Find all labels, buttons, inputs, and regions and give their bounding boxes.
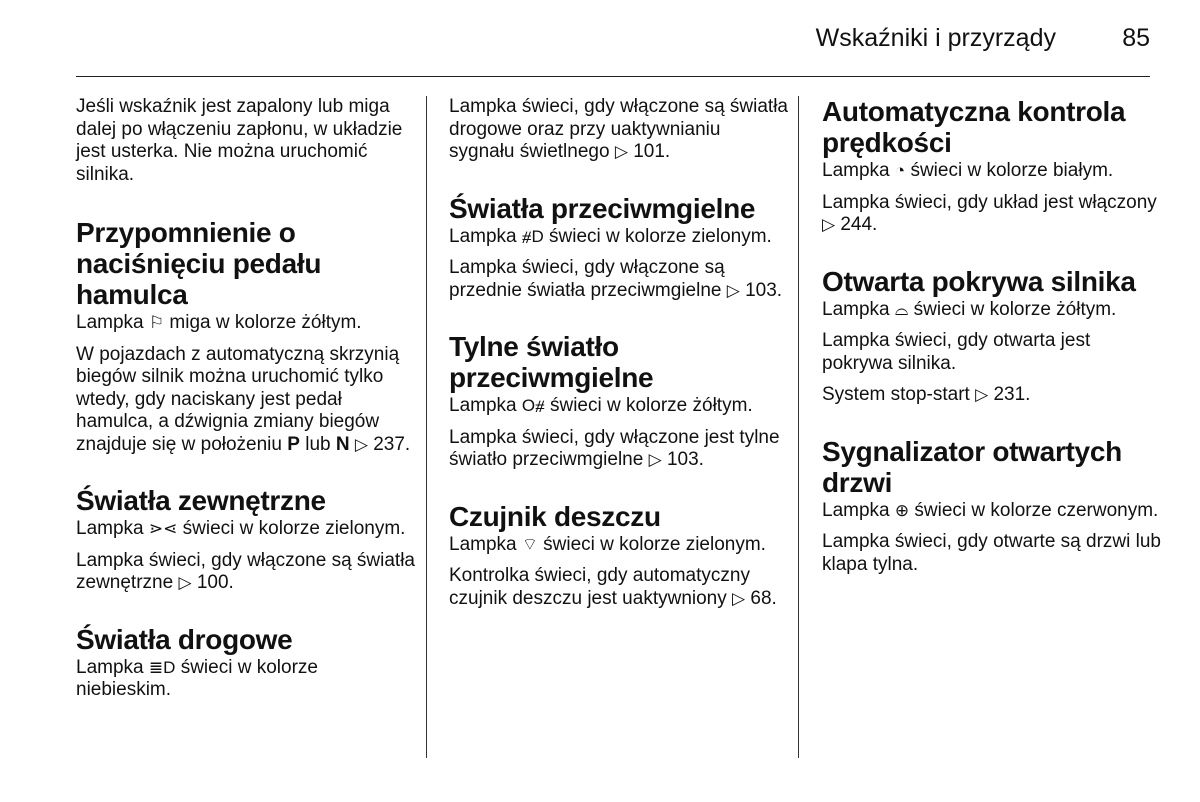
reference-arrow-icon[interactable]: ▷ [732, 588, 746, 608]
rain-sensor-auto-icon: ⌔ [521, 534, 538, 554]
page-number: 85 [1122, 24, 1150, 52]
paragraph: Lampka ⊕ świeci w kolorze czerwonym. [822, 499, 1159, 521]
reference-arrow-icon[interactable]: ▷ [975, 385, 989, 404]
rear-fog-light-icon: O⧣ [521, 396, 545, 415]
column-2 [449, 96, 789, 619]
heading-high-beam: Światła drogowe [76, 623, 293, 655]
paragraph: Lampka świeci, gdy włączone jest tylne światło przeciwmgielne ▷ 103. [449, 426, 780, 470]
paragraph: Lampka świeci, gdy otwarte są drzwi lub klapa tylna. [822, 531, 1161, 575]
page-reference[interactable]: 231. [993, 384, 1031, 405]
page-reference[interactable]: 103. [666, 449, 704, 470]
exterior-lights-icon: ⋗⋖ [148, 519, 178, 538]
paragraph: Lampka ⋗⋖ świeci w kolorze zielonym. [76, 518, 406, 539]
high-beam-icon: ≣D [148, 657, 176, 677]
reference-arrow-icon[interactable]: ▷ [726, 280, 740, 300]
page-reference[interactable]: 68. [750, 587, 777, 609]
reference-arrow-icon[interactable]: ▷ [822, 215, 836, 234]
paragraph: Lampka ⧣D świeci w kolorze zielonym. [449, 225, 772, 247]
heading-rear-fog-light: Tylne światło przeciwmgielne [449, 331, 654, 393]
page-title: Wskaźniki i przyrządy [815, 24, 1056, 52]
paragraph: Lampka świeci, gdy włączone są światła drogowe oraz przy uaktywnianiu sygnału świetlnego ▷ 101. [449, 96, 788, 162]
reference-arrow-icon[interactable]: ▷ [178, 573, 192, 592]
paragraph: Lampka świeci, gdy włączone są przednie światła przeciwmgielne ▷ 103. [449, 257, 783, 301]
front-fog-light-icon: ⧣D [521, 226, 544, 246]
heading-front-fog-lights: Światła przeciwmgielne [449, 192, 756, 224]
page-reference[interactable]: 103. [745, 279, 783, 301]
bonnet-open-icon: ⌓ [894, 299, 909, 319]
paragraph: Lampka świeci, gdy układ jest włączony ▷ 244. [822, 191, 1157, 235]
paragraph: Lampka ⌓ świeci w kolorze żółtym. [822, 298, 1117, 320]
intro-paragraph: Jeśli wskaźnik jest zapalony lub miga dalej po włączeniu zapłonu, w układzie jest usterka. Nie można uruchomić silnika. [76, 96, 403, 185]
paragraph: Lampka ⌔ świeci w kolorze zielonym. [449, 533, 766, 555]
paragraph: Kontrolka świeci, gdy automatyczny czujnik deszczu jest uaktywniony ▷ 68. [449, 565, 777, 609]
paragraph: System stop-start ▷ 231. [822, 384, 1031, 405]
heading-cruise-control: Automatyczna kontrola prędkości [822, 96, 1126, 158]
paragraph: Lampka O⧣ świeci w kolorze żółtym. [449, 395, 753, 416]
page-reference[interactable]: 101. [633, 141, 671, 162]
page-reference[interactable]: 244. [840, 214, 878, 235]
reference-arrow-icon[interactable]: ▷ [614, 142, 628, 161]
column-3 [822, 96, 1162, 585]
heading-brake-reminder: Przypomnienie o naciśnięciu pedału hamulca [76, 217, 322, 310]
paragraph: Lampka ≣D świeci w kolorze niebieskim. [76, 656, 318, 700]
paragraph: Lampka ◔ świeci w kolorze białym. [822, 160, 1114, 181]
page-reference[interactable]: 100. [196, 572, 234, 593]
column-divider [426, 96, 427, 758]
column-1 [76, 96, 416, 711]
door-open-icon: ⊕ [894, 500, 910, 520]
paragraph: Lampka świeci, gdy włączone są światła zewnętrzne ▷ 100. [76, 549, 415, 593]
page-reference[interactable]: 237. [373, 433, 411, 455]
paragraph: Lampka świeci, gdy otwarta jest pokrywa silnika. [822, 330, 1091, 374]
cruise-control-icon: ◔ [894, 161, 906, 180]
heading-door-open: Sygnalizator otwartych drzwi [822, 435, 1122, 498]
brake-pedal-foot-icon: ⚐ [148, 313, 165, 332]
heading-exterior-lights: Światła zewnętrzne [76, 485, 326, 516]
reference-arrow-icon[interactable]: ▷ [648, 450, 662, 469]
paragraph: Lampka ⚐ miga w kolorze żółtym. [76, 312, 362, 333]
heading-rain-sensor: Czujnik deszczu [449, 500, 661, 532]
page-header [76, 0, 1150, 77]
reference-arrow-icon[interactable]: ▷ [354, 434, 368, 454]
paragraph: W pojazdach z automatyczną skrzynią biegów silnik można uruchomić tylko wtedy, gdy naciskany jest pedał hamulca, a dźwignia zmiany biegów znajduje się w położeniu P lub N ▷ 237. [76, 343, 411, 455]
column-divider [798, 96, 799, 758]
heading-bonnet-open: Otwarta pokrywa silnika [822, 265, 1136, 297]
